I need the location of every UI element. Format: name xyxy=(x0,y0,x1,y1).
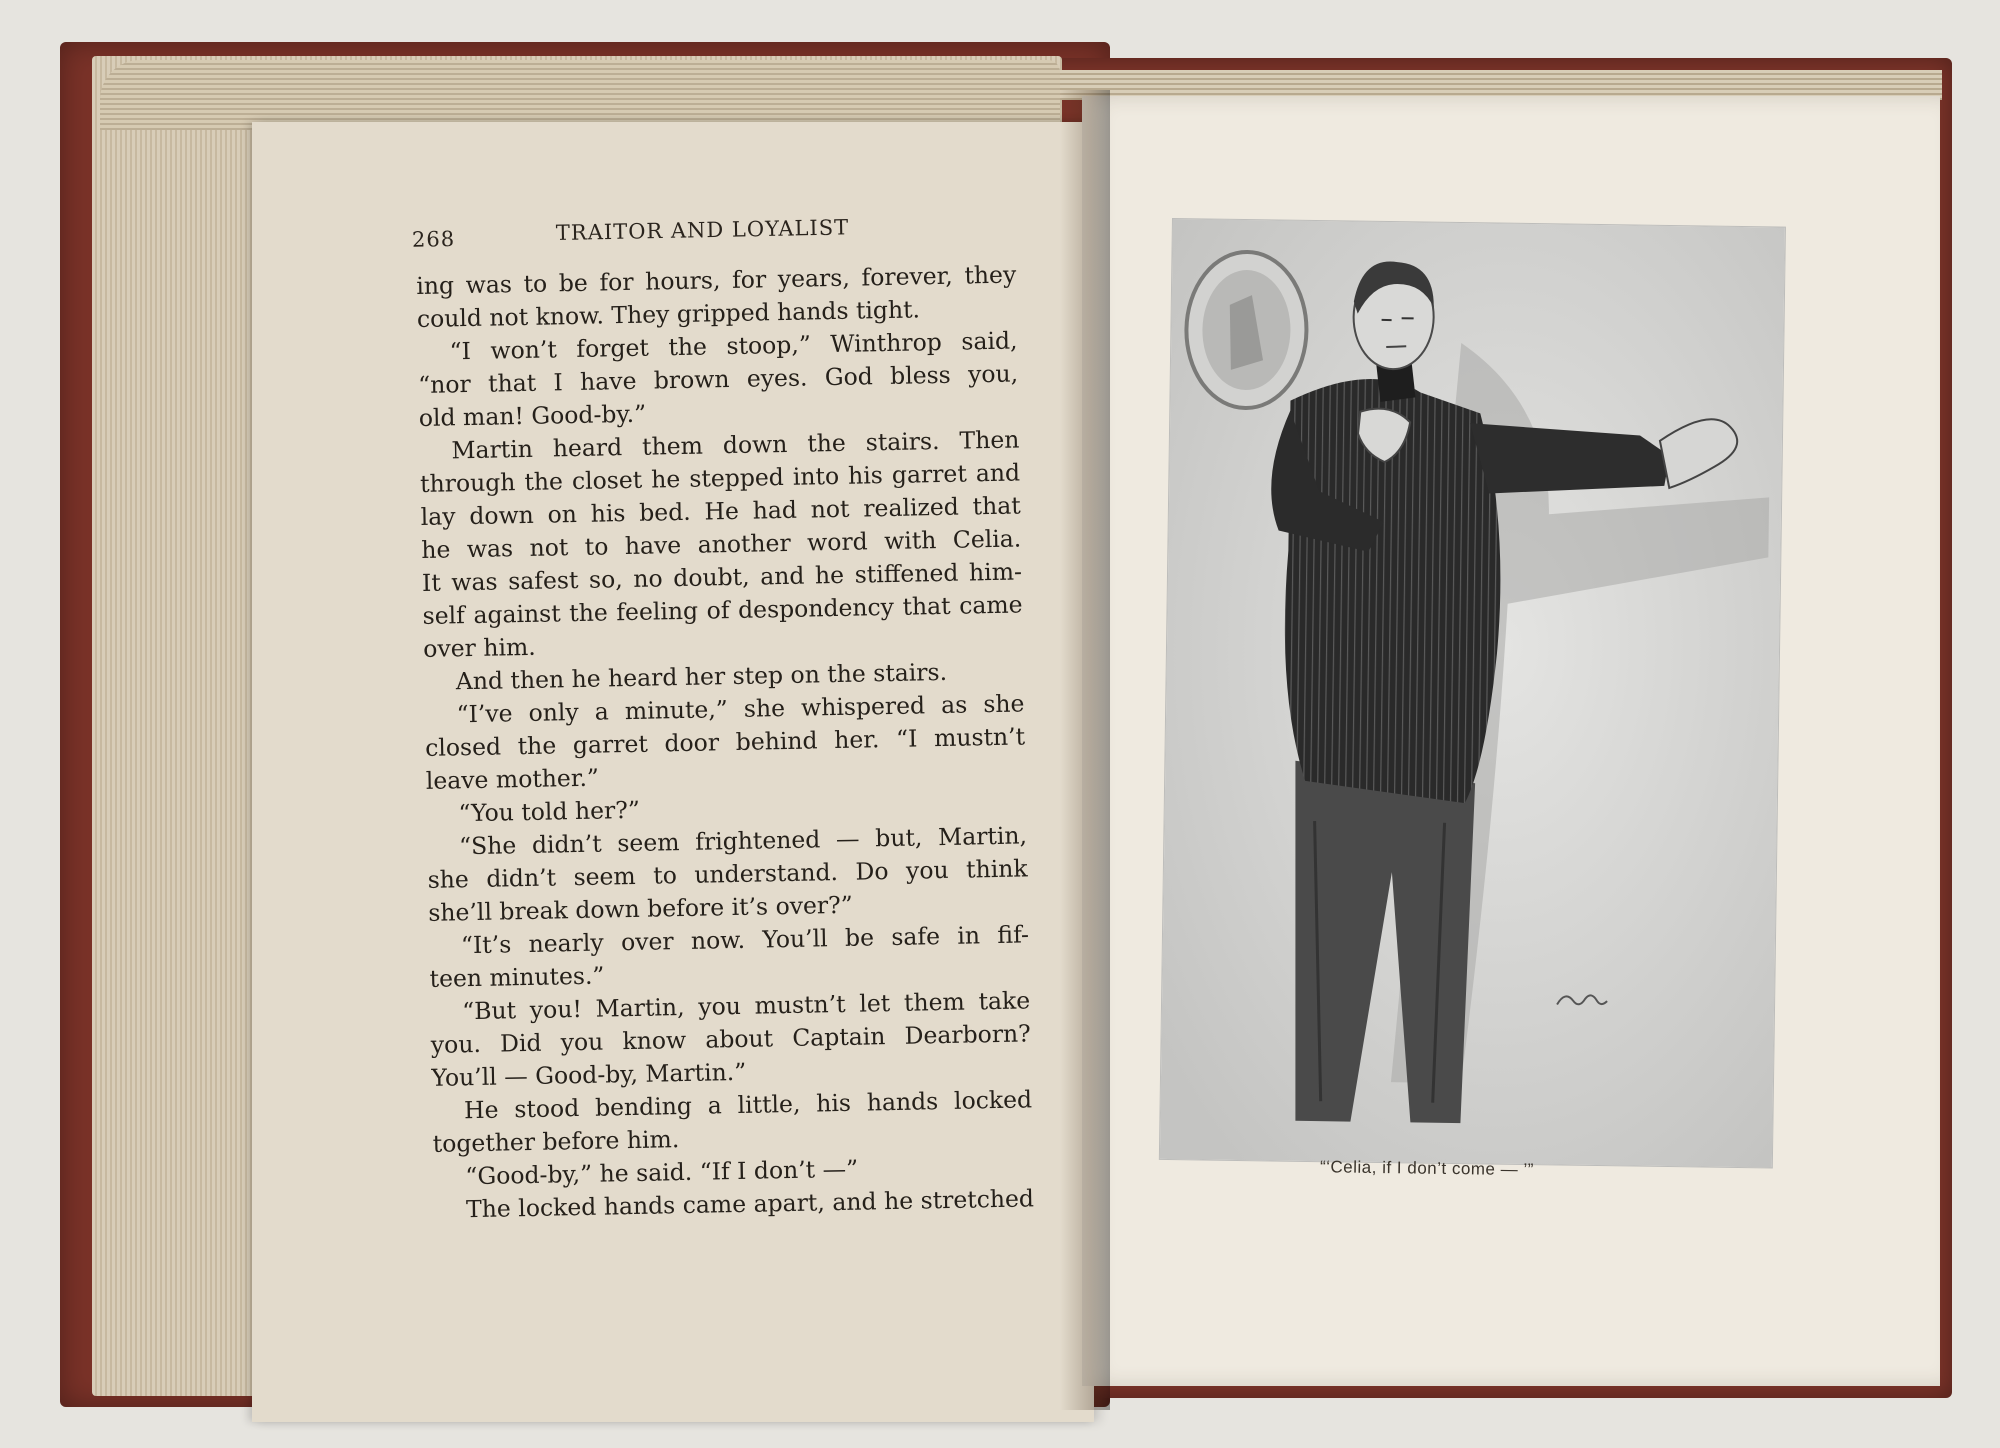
text-line: lay down on his bed. He had not realized that xyxy=(420,491,1021,531)
page-top-edge xyxy=(100,60,1060,130)
text-line: “I won’t forget the stoop,” Winthrop said, xyxy=(449,326,1018,366)
text-line: The locked hands came apart, and he stretched xyxy=(465,1184,1035,1224)
text-line: He stood bending a little, his hands locked xyxy=(463,1085,1033,1125)
text-line: “It’s nearly over now. You’ll be safe in fif- xyxy=(460,920,1030,960)
text-line: It was safest so, no doubt, and he stiffened him- xyxy=(421,557,1023,597)
page-number: 268 xyxy=(411,226,456,252)
text-line: could not know. They gripped hands tight. xyxy=(416,295,921,333)
body-text xyxy=(416,258,1034,1226)
illustration-caption: “‘Celia, if I don’t come — ’” xyxy=(1319,1157,1534,1180)
running-title: TRAITOR AND LOYALIST xyxy=(555,215,850,245)
text-line: she’ll break down before it’s over?” xyxy=(428,890,853,927)
text-line: teen minutes.” xyxy=(429,961,605,993)
text-line: “She didn’t seem frightened — but, Martin, xyxy=(458,821,1028,861)
text-line: old man! Good-by.” xyxy=(418,399,647,432)
text-line: “You told her?” xyxy=(458,795,641,828)
man-sketch-illustration xyxy=(1160,219,1785,1167)
text-line: together before him. xyxy=(432,1125,680,1158)
text-line: “But you! Martin, you mustn’t let them take xyxy=(461,986,1031,1026)
text-line: through the closet he stepped into his garret and xyxy=(419,458,1021,498)
text-line: “I’ve only a minute,” she whispered as she xyxy=(456,689,1025,729)
text-line: Martin heard them down the stairs. Then xyxy=(451,425,1020,465)
book-gutter xyxy=(1060,90,1110,1410)
text-line: you. Did you know about Captain Dearborn? xyxy=(430,1019,1032,1059)
text-line: You’ll — Good-by, Martin.” xyxy=(431,1057,747,1092)
text-line: ing was to be for hours, for years, forever, they xyxy=(416,260,1017,300)
text-line: “Good-by,” he said. “If I don’t —” xyxy=(465,1154,859,1191)
text-line: she didn’t seem to understand. Do you think xyxy=(427,854,1028,894)
text-line: over him. xyxy=(423,632,536,663)
text-line: he was not to have another word with Celia. xyxy=(421,524,1022,564)
illustration-plate xyxy=(1159,218,1786,1168)
text-line: leave mother.” xyxy=(425,763,600,795)
text-line: “nor that I have brown eyes. God bless you, xyxy=(417,359,1019,399)
text-line: self against the feeling of despondency that came xyxy=(422,590,1023,630)
text-line: And then he heard her step on the stairs. xyxy=(455,657,948,696)
text-line: closed the garret door behind her. “I mustn’t xyxy=(424,722,1026,762)
